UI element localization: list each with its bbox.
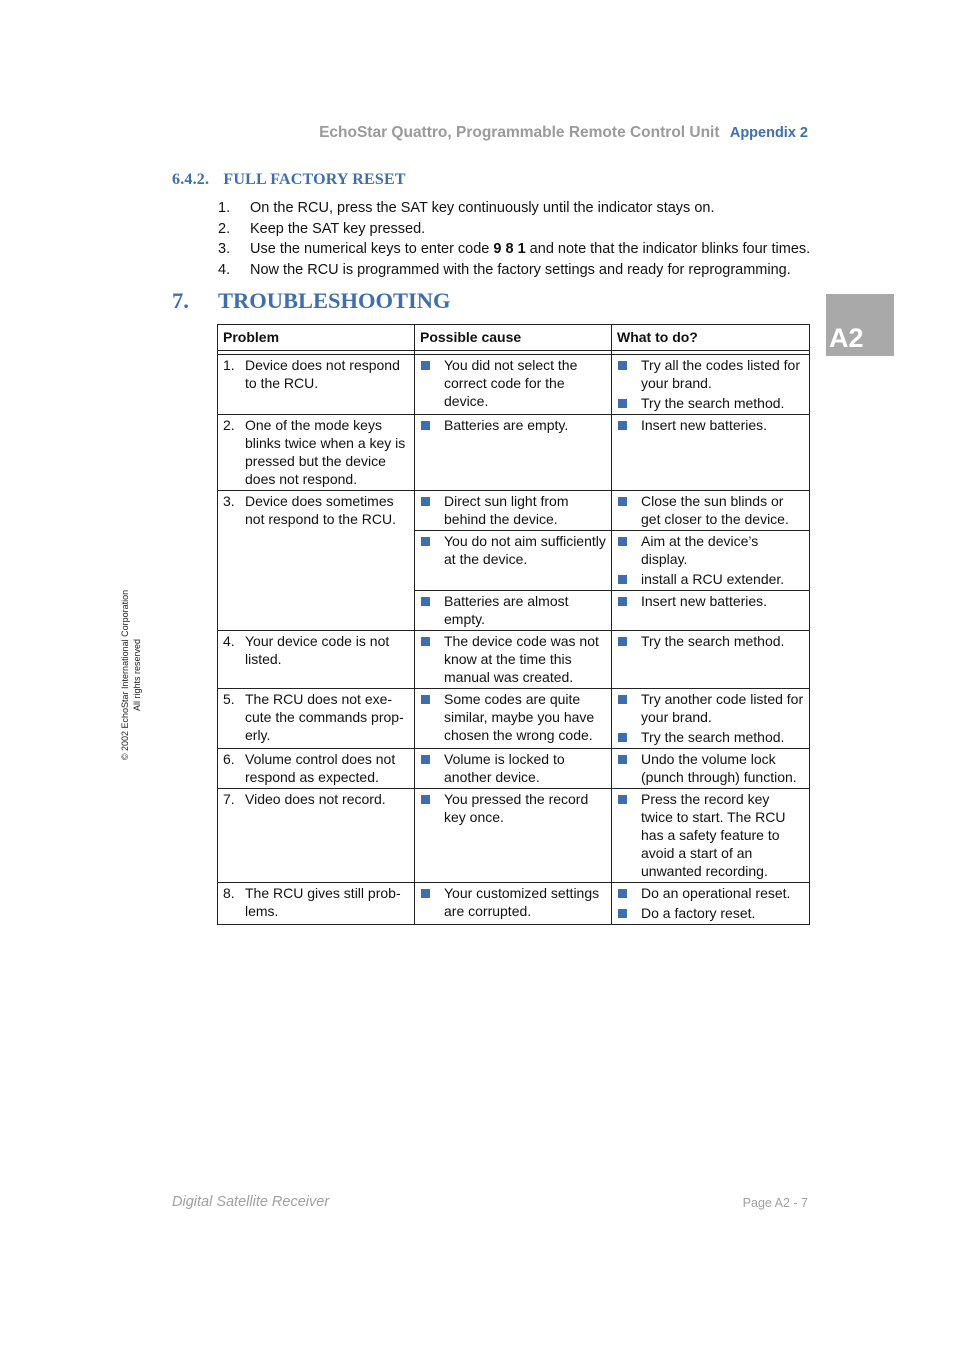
action-item xyxy=(617,492,805,528)
cause-item-text: Your customized settings are corrupted. xyxy=(444,885,600,919)
action-cell xyxy=(612,531,810,591)
bullet-square-icon xyxy=(618,361,627,370)
cause-item xyxy=(420,884,607,920)
action-item xyxy=(617,592,805,610)
section-heading xyxy=(172,171,406,189)
action-item-text: Do an operational reset. xyxy=(641,885,791,901)
problem xyxy=(223,790,410,808)
cause-item xyxy=(420,592,607,628)
problem-cell xyxy=(218,789,415,883)
column-header-cause: Possible cause xyxy=(415,325,612,351)
bullet-square-icon xyxy=(421,795,430,804)
action-item-text: Do a factory reset. xyxy=(641,905,756,921)
problem-text: Volume control does not respond as expected. xyxy=(245,751,396,785)
footer-product: Digital Satellite Receiver xyxy=(172,1194,330,1210)
bullet-square-icon xyxy=(421,637,430,646)
cause-item-text: You did not select the correct code for the device. xyxy=(444,357,578,409)
cause-item xyxy=(420,532,607,568)
action-item-text: Try the search method. xyxy=(641,729,785,745)
bullet-square-icon xyxy=(618,909,627,918)
cause-cell xyxy=(415,883,612,925)
action-item-text: Close the sun blinds or get closer to the device. xyxy=(641,493,789,527)
action-cell xyxy=(612,749,810,789)
step-item xyxy=(218,260,818,281)
problem-cell xyxy=(218,415,415,491)
table-row xyxy=(218,789,810,883)
step-number: 3. xyxy=(218,241,231,258)
problem-cell xyxy=(218,355,415,415)
action-item xyxy=(617,394,805,412)
cause-item xyxy=(420,790,607,826)
action-item-text: Try another code listed for your brand. xyxy=(641,691,804,725)
cause-cell xyxy=(415,749,612,789)
table-body xyxy=(218,351,810,925)
table-row xyxy=(218,689,810,749)
cause-item-text: Batteries are empty. xyxy=(444,417,569,433)
action-cell xyxy=(612,591,810,631)
action-item-text: Try the search method. xyxy=(641,633,785,649)
problem xyxy=(223,632,410,668)
cause-item xyxy=(420,356,607,410)
problem-number: 2. xyxy=(223,417,235,433)
problem-cell xyxy=(218,689,415,749)
step-text-pre: Use the numerical keys to enter code xyxy=(250,241,494,258)
appendix-tab: A2 xyxy=(826,294,894,356)
cause-item xyxy=(420,750,607,786)
action-item-text: Insert new batteries. xyxy=(641,593,768,609)
table-row xyxy=(218,631,810,689)
problem-cell xyxy=(218,491,415,631)
cause-cell xyxy=(415,491,612,531)
section-number: 6.4.2. xyxy=(172,171,210,188)
cause-cell xyxy=(415,531,612,591)
step-number: 2. xyxy=(218,220,231,237)
step-text: Now the RCU is programmed with the factory settings and ready for reprogramming. xyxy=(250,262,791,279)
cause-item-text: The device code was not know at the time this manual was created. xyxy=(444,633,599,685)
step-text: On the RCU, press the SAT key continuously until the indicator stays on. xyxy=(250,200,715,216)
rights-line: All rights reserved xyxy=(132,638,142,712)
running-header xyxy=(319,124,808,142)
code-value: 9 8 1 xyxy=(493,241,526,258)
action-cell xyxy=(612,415,810,491)
cause-item xyxy=(420,492,607,528)
bullet-square-icon xyxy=(421,361,430,370)
action-item xyxy=(617,416,805,434)
cause-cell xyxy=(415,789,612,883)
bullet-square-icon xyxy=(618,497,627,506)
problem-cell xyxy=(218,749,415,789)
problem xyxy=(223,750,410,786)
action-item-text: Try the search method. xyxy=(641,395,785,411)
problem-text: The RCU does not exe-cute the commands prop-erly. xyxy=(245,691,404,743)
problem-cell xyxy=(218,631,415,689)
problem xyxy=(223,356,410,392)
cause-item xyxy=(420,690,607,744)
step-text-post: and note that the indicator blinks four times. xyxy=(525,241,811,258)
action-item xyxy=(617,356,805,392)
cause-cell xyxy=(415,415,612,491)
step-number: 4. xyxy=(218,262,231,279)
table-row xyxy=(218,415,810,491)
troubleshooting-table xyxy=(217,324,810,925)
bullet-square-icon xyxy=(618,695,627,704)
cause-item-text: Some codes are quite similar, maybe you have chosen the wrong code. xyxy=(444,691,595,743)
chapter-title: TROUBLESHOOTING xyxy=(218,288,451,313)
bullet-square-icon xyxy=(421,889,430,898)
action-item xyxy=(617,728,805,746)
cause-cell xyxy=(415,591,612,631)
action-item xyxy=(617,570,805,588)
header-title: EchoStar Quattro, Programmable Remote Control Unit xyxy=(319,124,720,141)
bullet-square-icon xyxy=(618,755,627,764)
steps-list xyxy=(218,198,818,281)
action-cell xyxy=(612,883,810,925)
problem-text: The RCU gives still prob-lems. xyxy=(245,885,401,919)
cause-item-text: You pressed the record key once. xyxy=(444,791,589,825)
cause-item xyxy=(420,416,607,434)
bullet-square-icon xyxy=(618,537,627,546)
problem-text: Video does not record. xyxy=(245,791,386,807)
problem-text: Device does sometimes not respond to the RCU. xyxy=(245,493,396,527)
cause-item-text: Volume is locked to another device. xyxy=(444,751,565,785)
action-item-text: Insert new batteries. xyxy=(641,417,768,433)
action-item-text: install a RCU extender. xyxy=(641,571,785,587)
step-item xyxy=(218,239,818,260)
action-item xyxy=(617,532,805,568)
bullet-square-icon xyxy=(618,575,627,584)
bullet-square-icon xyxy=(421,597,430,606)
copyright-line: © 2002 EchoStar International Corporation xyxy=(120,589,130,761)
bullet-square-icon xyxy=(421,537,430,546)
problem-text: Device does not respond to the RCU. xyxy=(245,357,400,391)
action-cell xyxy=(612,789,810,883)
cause-item-text: Direct sun light from behind the device. xyxy=(444,493,569,527)
problem-number: 8. xyxy=(223,885,235,901)
bullet-square-icon xyxy=(421,755,430,764)
problem-number: 5. xyxy=(223,691,235,707)
header-appendix: Appendix 2 xyxy=(729,125,808,141)
problem-number: 7. xyxy=(223,791,235,807)
action-item-text: Undo the volume lock (punch through) function. xyxy=(641,751,797,785)
chapter-number: 7. xyxy=(172,288,189,313)
problem-number: 3. xyxy=(223,493,235,509)
bullet-square-icon xyxy=(421,421,430,430)
action-item xyxy=(617,884,805,902)
cause-cell xyxy=(415,631,612,689)
problem xyxy=(223,884,410,920)
chapter-heading xyxy=(172,288,451,314)
cause-cell xyxy=(415,689,612,749)
problem-number: 1. xyxy=(223,357,235,373)
problem-number: 6. xyxy=(223,751,235,767)
problem-text: Your device code is not listed. xyxy=(245,633,390,667)
cause-cell xyxy=(415,355,612,415)
step-text xyxy=(250,239,810,260)
bullet-square-icon xyxy=(421,497,430,506)
page-number: Page A2 - 7 xyxy=(742,1196,808,1210)
table-row xyxy=(218,749,810,789)
cause-item-text: You do not aim sufficiently at the device. xyxy=(444,533,606,567)
bullet-square-icon xyxy=(618,733,627,742)
problem-number: 4. xyxy=(223,633,235,649)
table-row xyxy=(218,491,810,531)
section-title: FULL FACTORY RESET xyxy=(223,171,406,188)
bullet-square-icon xyxy=(618,597,627,606)
action-cell xyxy=(612,689,810,749)
action-item xyxy=(617,750,805,786)
problem xyxy=(223,492,410,528)
problem-text: One of the mode keys blinks twice when a key is pressed but the device does not respond. xyxy=(245,417,406,487)
action-item xyxy=(617,632,805,650)
bullet-square-icon xyxy=(618,637,627,646)
action-item-text: Press the record key twice to start. The RCU has a safety feature to avoid a start of an unwanted recording. xyxy=(641,791,786,879)
table-header-row xyxy=(218,325,810,351)
cause-item xyxy=(420,632,607,686)
table-row xyxy=(218,355,810,415)
cause-item-text: Batteries are almost empty. xyxy=(444,593,569,627)
problem xyxy=(223,690,410,744)
problem-cell xyxy=(218,883,415,925)
bullet-square-icon xyxy=(421,695,430,704)
bullet-square-icon xyxy=(618,889,627,898)
step-number: 1. xyxy=(218,200,231,216)
bullet-square-icon xyxy=(618,421,627,430)
column-header-action: What to do? xyxy=(612,325,810,351)
action-cell xyxy=(612,355,810,415)
problem xyxy=(223,416,410,488)
copyright-note xyxy=(119,590,143,760)
action-item xyxy=(617,690,805,726)
action-cell xyxy=(612,631,810,689)
action-item xyxy=(617,904,805,922)
step-item xyxy=(218,198,818,219)
action-item xyxy=(617,790,805,880)
table-row xyxy=(218,883,810,925)
step-text: Keep the SAT key pressed. xyxy=(250,220,426,237)
bullet-square-icon xyxy=(618,795,627,804)
column-header-problem: Problem xyxy=(218,325,415,351)
action-cell xyxy=(612,491,810,531)
bullet-square-icon xyxy=(618,399,627,408)
action-item-text: Try all the codes listed for your brand. xyxy=(641,357,800,391)
step-item xyxy=(218,219,818,240)
action-item-text: Aim at the device’s display. xyxy=(641,533,759,567)
